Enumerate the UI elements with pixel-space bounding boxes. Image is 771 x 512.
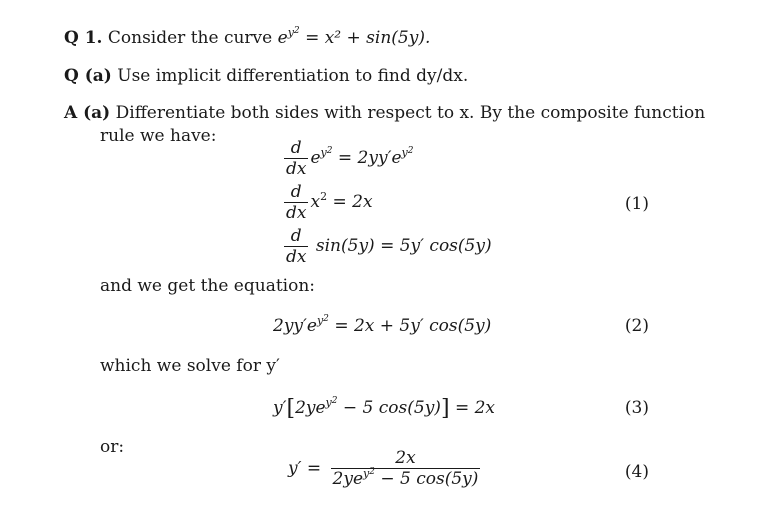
equation-2: $2yy'e^{y^2} = 2x + 5y'$ cos(5y) xyxy=(273,314,492,336)
deriv-sin: $\frac{d}{dx}$ sin(5y) = 5y′ cos(5y) xyxy=(286,226,492,267)
solve-text: which we solve for y′ xyxy=(100,356,280,376)
answer-line-1 xyxy=(64,103,705,123)
curve-lhs-base: e xyxy=(277,28,288,48)
question-line xyxy=(64,28,430,48)
part-a-text: Use implicit differentiation to find dy/dx. xyxy=(117,66,469,86)
deriv-frac-3: $\frac{d}{dx}$ xyxy=(286,226,307,267)
answer-text-1: Differentiate both sides with respect to x. By the composite function xyxy=(115,103,706,123)
equation-4: y′ = $\frac{2x}{2ye^{y^2} - 5 \cos(5y)}$ xyxy=(288,448,479,489)
deriv-frac-2: $\frac{d}{dx}$ xyxy=(286,182,307,223)
equation-3: $y'[2ye^{y^2} - 5$ cos(5y)] = 2x xyxy=(273,396,495,421)
part-a-line xyxy=(64,66,468,86)
eq4-fraction: $\frac{2x}{2ye^{y^2} - 5 \cos(5y)}$ xyxy=(332,448,479,489)
question-label: Q 1. xyxy=(64,28,103,48)
deriv-frac-1: $\frac{d}{dx}$ xyxy=(286,138,307,179)
equation-number-2: (2) xyxy=(624,316,649,336)
equation-number-4: (4) xyxy=(624,462,649,482)
curve-rhs: x² + sin(5y). xyxy=(324,28,431,48)
answer-label: A (a) xyxy=(64,103,111,123)
deriv-x2: $\frac{d}{dx}$ $x^2 = 2x$ xyxy=(286,182,373,223)
and-text: and we get the equation: xyxy=(100,276,316,296)
answer-line-2: rule we have: xyxy=(100,126,217,146)
equation-number-1: (1) xyxy=(624,194,649,214)
deriv-exp: $\frac{d}{dx}$ $e^{y^2} = 2yy'e^{y^2}$ xyxy=(286,138,414,179)
question-text: Consider the curve xyxy=(107,28,273,48)
or-text: or: xyxy=(100,437,125,457)
equation-number-3: (3) xyxy=(624,398,649,418)
curve-eq: = xyxy=(305,28,320,48)
part-a-label: Q (a) xyxy=(64,66,112,86)
curve-lhs-exp: y2 xyxy=(287,26,300,39)
